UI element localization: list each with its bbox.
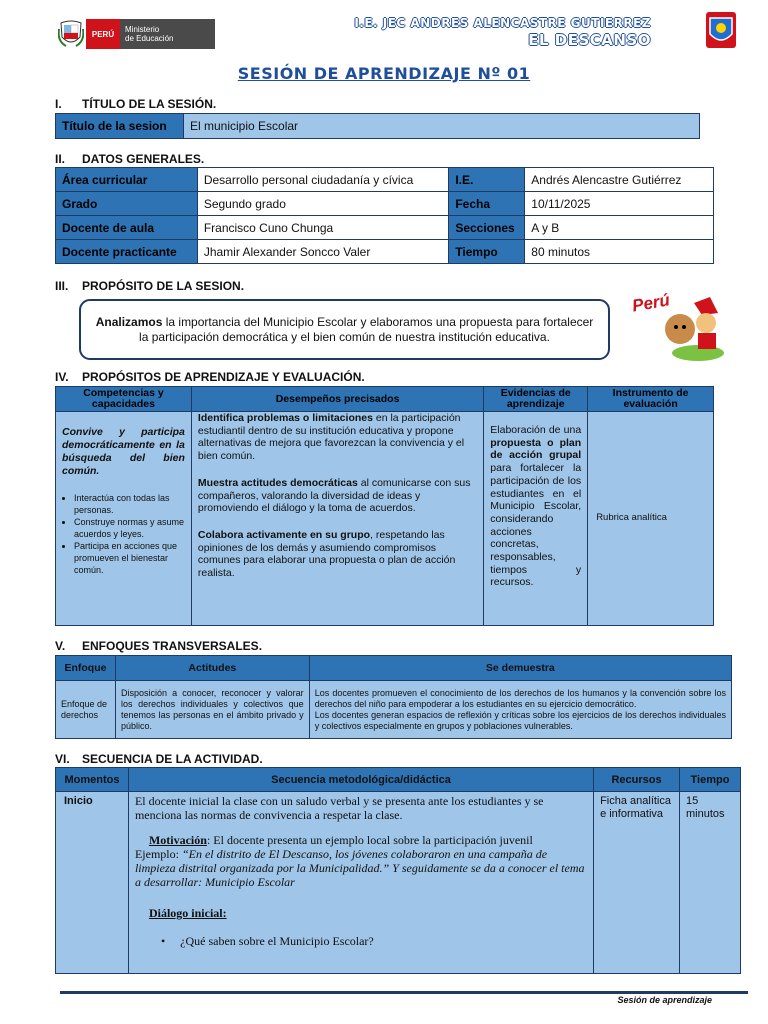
ministry-line1: Ministerio [125, 25, 160, 34]
column-header: Evidencias de aprendizaje [484, 387, 588, 412]
row-value: Desarrollo personal ciudadanía y cívica [197, 168, 449, 192]
page-header [0, 0, 768, 58]
performance-item: Muestra actitudes democráticas al comunicarse con sus compañeros, valorando la diversidad de ideas y promoviendo el diálogo y la toma de acuerdos. [197, 476, 471, 515]
column-header: Enfoque [56, 656, 116, 681]
row-value: Francisco Cuno Chunga [197, 216, 449, 240]
row-label: Fecha [449, 192, 525, 216]
national-seal-icon [58, 19, 84, 49]
column-header: Se demuestra [309, 656, 731, 681]
table-row [56, 681, 732, 739]
row-value: 80 minutos [525, 240, 714, 264]
section4-heading: IV. PROPÓSITOS DE APRENDIZAJE Y EVALUACIÓN. [55, 370, 365, 384]
row-value: Andrés Alencastre Gutiérrez [525, 168, 714, 192]
page-footer: Sesión de aprendizaje [617, 995, 712, 1005]
row-value: 10/11/2025 [525, 192, 714, 216]
section2-heading: II. DATOS GENERALES. [55, 152, 205, 166]
table-row [56, 168, 714, 192]
purpose-text: la importancia del Municipio Escolar y elaboramos una propuesta para fortalecer la participación democrática y el bien común de nuestra institución educativa. [139, 314, 594, 344]
instrument-cell: Rubrica analítica [588, 412, 714, 626]
activity-sequence-table [55, 767, 741, 974]
row-label: Grado [56, 192, 198, 216]
footer-divider [60, 991, 748, 994]
performance-item: Identifica problemas o limitaciones en la participación estudiantil dentro de su institución educativa y propone alternativas de mejora que favorezcan la convivencia y el bien común. [197, 412, 465, 463]
list-item: • Construye normas y asume acuerdos y leyes. [74, 516, 185, 540]
column-header: Tiempo [680, 768, 741, 792]
row-value: A y B [525, 216, 714, 240]
table-row [56, 240, 714, 264]
focus-cell: Enfoque de derechos [56, 681, 116, 739]
row-label: Docente de aula [56, 216, 198, 240]
demonstration-cell: Los docentes promueven el conocimiento de los derechos de los humanos y la convención sobre los derechos del niño para empoderar a los estudiantes en su ejercicio democrático. Los docentes generan espacios de reflexión y críticas sobre los ejercicios de los derechos individuales y colectivos especialmente en grupos y poblaciones vulnerables. [309, 681, 731, 739]
document-title: SESIÓN DE APRENDIZAJE Nº 01 [237, 64, 531, 83]
section5-heading: V. ENFOQUES TRANSVERSALES. [55, 639, 263, 653]
section1-heading: I. TÍTULO DE LA SESIÓN. [55, 97, 217, 111]
column-header: Desempeños precisados [191, 387, 483, 412]
school-name: I.E. JEC ANDRES ALENCASTRE GUTIERREZ [354, 16, 651, 30]
resources-cell: Ficha analítica e informativa [594, 792, 680, 974]
performance-item: Colabora activamente en su grupo, respetando las opiniones de los demás y asumiendo compromisos comunes para elaborar una propuesta o plan de acción realista. [197, 528, 456, 580]
table-row [56, 792, 741, 974]
competency-text: Convive y participa democráticamente en la búsqueda del bien común. [62, 426, 185, 477]
row-label: Tiempo [449, 240, 525, 264]
purpose-box [79, 299, 610, 360]
table-row [56, 216, 714, 240]
attitudes-cell: Disposición a conocer, reconocer y valorar los derechos individuales y colectivos que tenemos las personas en el ámbito privado y público. [115, 681, 309, 739]
session-title-value: El municipio Escolar [184, 114, 700, 139]
evidence-cell: Elaboración de una propuesta o plan de acción grupal para fortalecer la participación de los estudiantes en el Municipio Escolar, considerando acciones concretas, responsables, tiempos y recursos. [484, 412, 588, 626]
peru-mascot-icon [628, 283, 726, 363]
section6-heading: VI. SECUENCIA DE LA ACTIVIDAD. [55, 752, 263, 766]
section3-heading: III. PROPÓSITO DE LA SESION. [55, 279, 245, 293]
general-data-table [55, 167, 714, 264]
column-header: Competencias y capacidades [56, 387, 192, 412]
list-item: • Interactúa con todas las personas. [74, 492, 185, 516]
column-header: Actitudes [115, 656, 309, 681]
motivation-text: Motivación: El docente presenta un ejemplo local sobre la participación juvenil Ejemplo: “En el distrito de El Descanso, los jóvenes colaboraron en una campaña de limpieza distrital organizada por la Municipalidad.” Y seguidamente se da a conocer el tema a desarrollar: Municipio Escolar [134, 833, 585, 889]
column-header: Secuencia metodológica/didáctica [128, 768, 593, 792]
row-label: I.E. [449, 168, 525, 192]
row-label: Docente practicante [56, 240, 198, 264]
row-value: Segundo grado [197, 192, 449, 216]
peru-label: PERÚ [86, 19, 120, 49]
school-location: EL DESCANSO [528, 31, 651, 49]
school-crest-icon [704, 10, 738, 50]
table-row [56, 192, 714, 216]
competency-cell [56, 412, 192, 626]
capacities-list [74, 492, 185, 576]
row-label: Área curricular [56, 168, 198, 192]
column-header: Recursos [594, 768, 680, 792]
list-item: • Participa en acciones que promueven el bienestar común. [74, 540, 185, 576]
learning-purposes-table [55, 386, 714, 626]
transversal-focus-table [55, 655, 732, 739]
column-header: Instrumento de evaluación [588, 387, 714, 412]
question-item: • ¿Qué saben sobre el Municipio Escolar? [160, 934, 374, 948]
mascot-text: Perú [630, 290, 672, 316]
sequence-cell [128, 792, 593, 974]
dialogue-label: Diálogo inicial: [148, 906, 227, 920]
intro-text: El docente inicial la clase con un saludo verbal y se presenta ante los estudiantes y se menciona las normas de convivencia a respetar la clase. [134, 794, 544, 822]
column-header: Momentos [56, 768, 129, 792]
ministry-line2: de Educación [125, 34, 174, 43]
row-value: Jhamir Alexander Soncco Valer [197, 240, 449, 264]
performances-cell [191, 412, 483, 626]
ministry-logo [86, 19, 215, 49]
row-label: Secciones [449, 216, 525, 240]
time-cell: 15 minutos [680, 792, 741, 974]
session-title-label: Título de la sesion [56, 114, 184, 139]
moment-cell: Inicio [56, 792, 129, 974]
session-title-table [55, 113, 700, 139]
purpose-verb: Analizamos [95, 314, 163, 329]
